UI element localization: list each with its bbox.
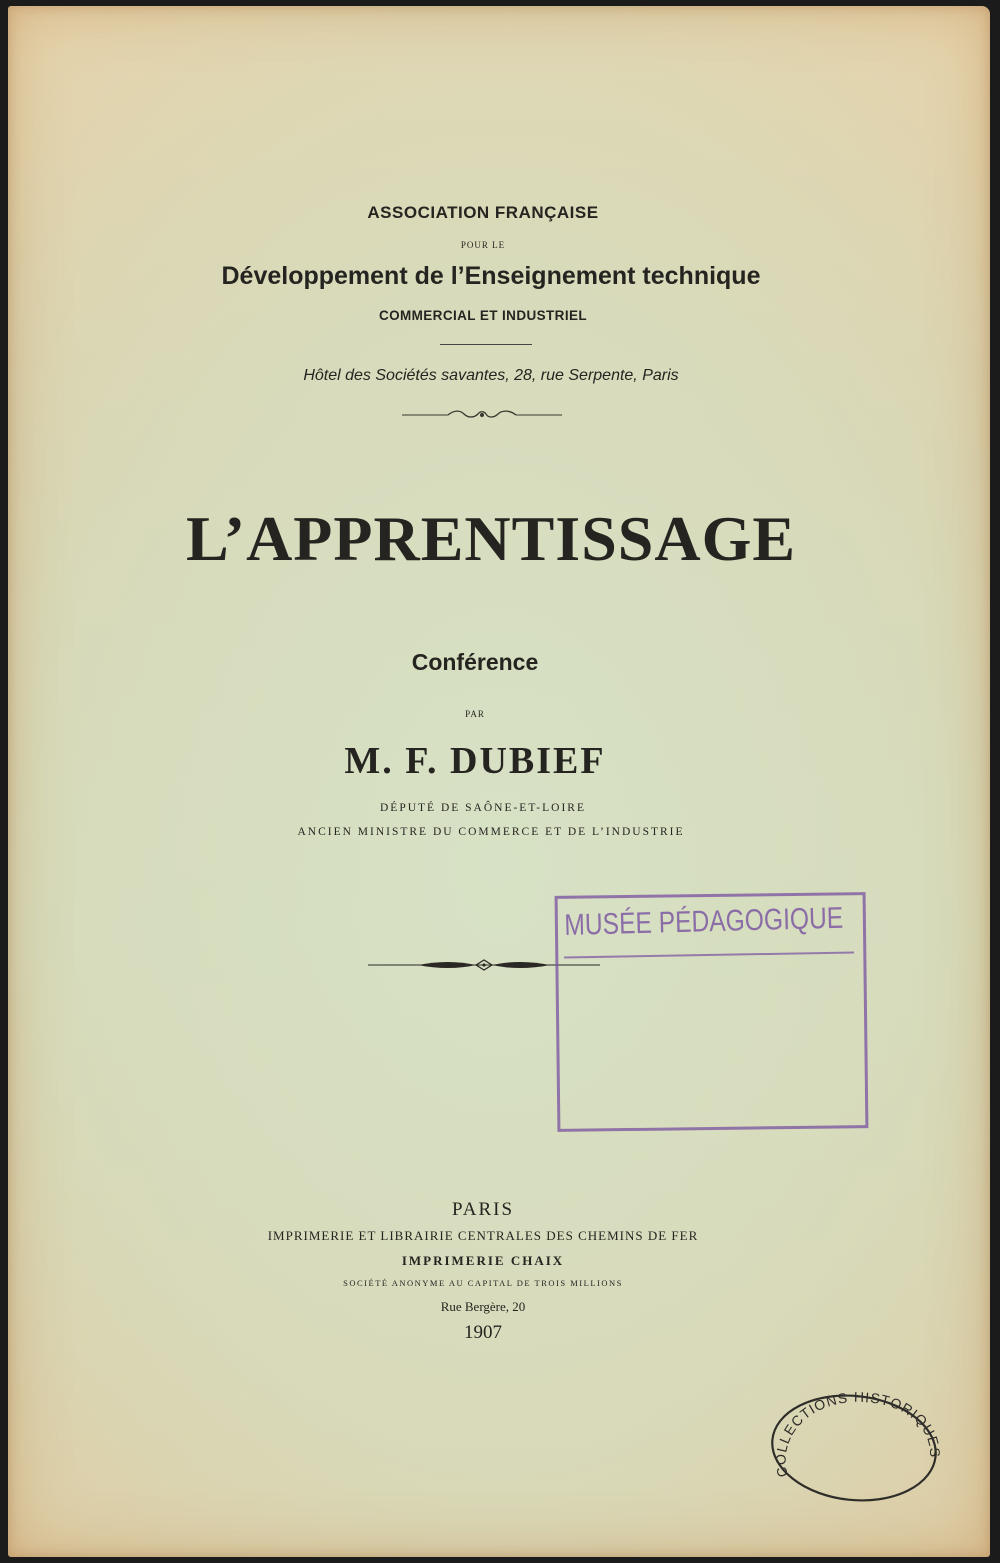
collections-historiques-stamp (760, 1384, 950, 1504)
commercial-subheading: COMMERCIAL ET INDUSTRIEL (378, 308, 588, 323)
author-title-2: ANCIEN MINISTRE DU COMMERCE ET DE L’INDUSTRIE (297, 826, 685, 838)
author-title-1: DÉPUTÉ DE SAÔNE-ET-LOIRE (379, 802, 586, 814)
pour-le-text: POUR LE (460, 240, 506, 250)
association-heading: ASSOCIATION FRANÇAISE (367, 203, 599, 222)
document-page (8, 6, 990, 1557)
header-divider (440, 344, 532, 345)
imprint-printer: IMPRIMERIE ET LIBRAIRIE CENTRALES DES CHEMINS DE FER (267, 1228, 699, 1243)
imprint-company: SOCIÉTÉ ANONYME AU CAPITAL DE TROIS MILLIONS (343, 1278, 623, 1288)
address-line: Hôtel des Sociétés savantes, 28, rue Serpente, Paris (303, 367, 679, 384)
development-heading: Développement de l’Enseignement technique (221, 262, 761, 290)
svg-text:COLLECTIONS HISTORIQUES (773, 1389, 944, 1479)
ornament-divider-top (402, 408, 562, 422)
imprint-city: PARIS (451, 1199, 515, 1220)
musee-stamp-text: MUSÉE PÉDAGOGIQUE (564, 901, 844, 942)
imprint-printer-name: IMPRIMERIE CHAIX (401, 1253, 565, 1268)
imprint-street: Rue Bergère, 20 (440, 1299, 526, 1314)
imprint-year: 1907 (464, 1322, 502, 1343)
author-name: M. F. DUBIEF (344, 740, 606, 782)
collections-stamp-text: COLLECTIONS HISTORIQUES (772, 1388, 944, 1479)
par-text: PAR (465, 709, 485, 719)
conference-label: Conférence (411, 649, 539, 675)
document-title: L’APPRENTISSAGE (185, 503, 797, 574)
